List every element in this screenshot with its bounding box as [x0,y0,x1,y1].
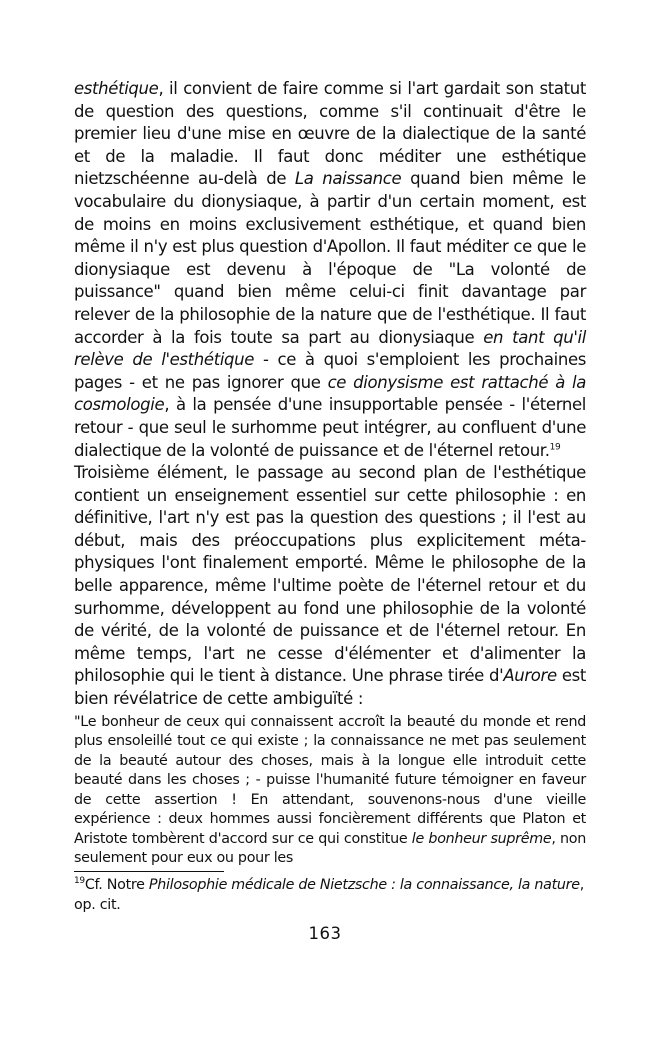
book-title: La naissance [294,169,402,189]
footnote-number: 19 [74,875,85,886]
footnote [74,875,586,916]
page-number: 163 [308,923,342,943]
body-paragraph-2 [74,462,586,711]
text-run: quand bien même le vocabulaire du dionysiaque, à partir d'un certain moment, est de moins en moins exclusivement esthétique, et quand bien même il n'y est plus question d'Apollon. Il faut méditer ce que le dionysiaque est devenu à l'époque de "La volonté de puissance" quand bien même celui-ci finit davantage par relever de la philosophie de la nature que de l'esthétique. Il faut accorder à la fois toute sa part au dionysiaque [74,169,586,347]
block-quote [74,713,586,869]
italic-term: esthétique [74,79,159,98]
text-run: , non seulement pour eux ou pour les [74,830,586,867]
italic-phrase: le bonheur suprême [411,830,552,847]
text-run: , il convient de faire comme si l'art gardait son statut de question des questions, comme s'il continuait d'être le premier lieu d'une mise en œuvre de la dialectique de la santé et de la maladie. Il faut donc méditer une esthétique nietzschéenne au-delà de [74,79,586,189]
text-run: , à la pensée d'une insupportable pensée - l'éternel retour - que seul le surhomme peut intégrer, au confluent d'une dialectique de la volonté de puissance et de l'éternel retour. [74,395,586,460]
footnote-reference: 19 [549,442,561,452]
book-title: Aurore [503,666,557,686]
text-run: - ce à quoi s'emploient les prochaines pages - et ne pas ignorer que [74,350,586,392]
text-run: "Le bonheur de ceux qui connaissent accroît la beauté du monde et rend plus ensoleillé tout ce qui existe ; la connaissance ne met pas seulement de la beauté autour des choses, mais à la longue elle introduit cette beauté dans les choses ; - puisse l'humanité future témoigner en faveur de cette assertion ! En attendant, souvenons-nous d'une vieille expérience : deux hommes aussi foncièrement différents que Platon et Aristote tombèrent d'accord sur ce qui constitue [74,713,586,847]
text-run: , op. cit. [74,876,584,914]
body-paragraph-1 [74,78,586,462]
text-run: Troisième élément, le passage au second plan de l'esthétique contient un enseignement essentiel sur cette philosophie : en définitive, l'art n'y est pas la question des questions ; il l'est au début, mais des préoccupations plus explicitement méta-physiques l'ont finalement emporté. Même le philosophe de la belle apparence, même l'ultime poète de l'éternel retour et du surhomme, développent au fond une philosophie de la volonté de vérité, de la volonté de puissance et de l'éternel retour. En même temps, l'art ne cesse d'élémenter et d'alimenter la philosophie qui le tient à distance. Une phrase tirée d' [74,463,586,686]
text-run: est bien révélatrice de cette ambiguïté : [74,666,587,709]
text-run: Cf. Notre [84,876,149,893]
footnote-divider [74,871,224,872]
book-title: Philosophie médicale de Nietzsche : la connaissance, la nature [148,876,580,893]
italic-phrase: ce dionysisme est rattaché à la cosmologie [74,372,587,415]
italic-phrase: en tant qu'il relève de l'esthétique [74,327,586,370]
